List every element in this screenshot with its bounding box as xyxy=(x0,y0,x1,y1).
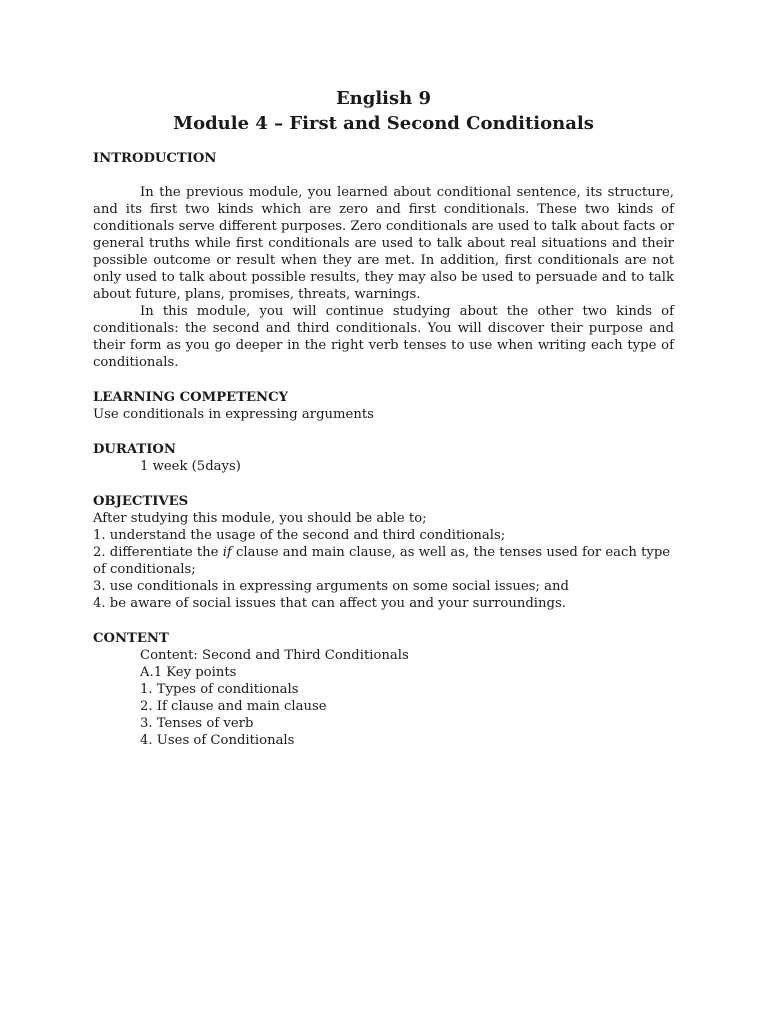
if-clause-term: if xyxy=(222,545,232,560)
duration-text: 1 week (5days) xyxy=(140,459,241,474)
key-point-item: 3. Tenses of verb xyxy=(140,716,254,731)
spacer xyxy=(93,167,674,184)
key-points-label: A.1 Key points xyxy=(140,665,237,680)
objectives-heading: OBJECTIVES xyxy=(93,494,189,509)
objective-item-2 xyxy=(93,544,674,578)
objective-item-2-end: clause and main clause, as well as, the tenses used for each type of conditionals; xyxy=(93,545,671,577)
objectives-intro: After studying this module, you should be able to; xyxy=(93,511,427,526)
module-title: Module 4 – First and Second Conditionals xyxy=(173,113,594,134)
introduction-paragraph-2: In this module, you will continue studying about the other two kinds of conditionals: the second and third conditionals. You will discover their purpose and their form as you go deeper in the right verb tenses to use when writing each type of conditionals. xyxy=(93,304,674,370)
key-point-item: 2. If clause and main clause xyxy=(140,699,327,714)
duration-section xyxy=(93,441,674,475)
learning-competency-heading: LEARNING COMPETENCY xyxy=(93,390,289,405)
objectives-section xyxy=(93,493,674,612)
objective-item-1: 1. understand the usage of the second and third conditionals; xyxy=(93,528,506,543)
document-title: English 9 xyxy=(335,88,432,109)
document-page xyxy=(93,86,674,767)
content-line: Content: Second and Third Conditionals xyxy=(140,648,409,663)
key-point-item: 1. Types of conditionals xyxy=(140,682,299,697)
introduction-paragraph-1: In the previous module, you learned about conditional sentence, its structure, and its first two kinds which are zero and first conditionals. These two kinds of conditionals serve different purposes. Zero conditionals are used to talk about facts or general truths while first conditionals are used to talk about real situations and their possible outcome or result when they are met. In addition, first conditionals are not only used to talk about possible results, they may also be used to persuade and to talk about future, plans, promises, threats, warnings. xyxy=(93,185,674,302)
introduction-heading: INTRODUCTION xyxy=(93,151,217,166)
objective-item-3: 3. use conditionals in expressing arguments on some social issues; and xyxy=(93,579,569,594)
objective-item-2-start: 2. differentiate the xyxy=(93,545,223,560)
objective-item-4: 4. be aware of social issues that can affect you and your surroundings. xyxy=(93,596,566,611)
content-section xyxy=(93,630,674,749)
learning-competency-text: Use conditionals in expressing arguments xyxy=(93,407,374,422)
duration-heading: DURATION xyxy=(93,442,176,457)
introduction-section xyxy=(93,150,674,371)
content-heading: CONTENT xyxy=(93,631,169,646)
key-point-item: 4. Uses of Conditionals xyxy=(140,733,295,748)
learning-competency-section xyxy=(93,389,674,423)
